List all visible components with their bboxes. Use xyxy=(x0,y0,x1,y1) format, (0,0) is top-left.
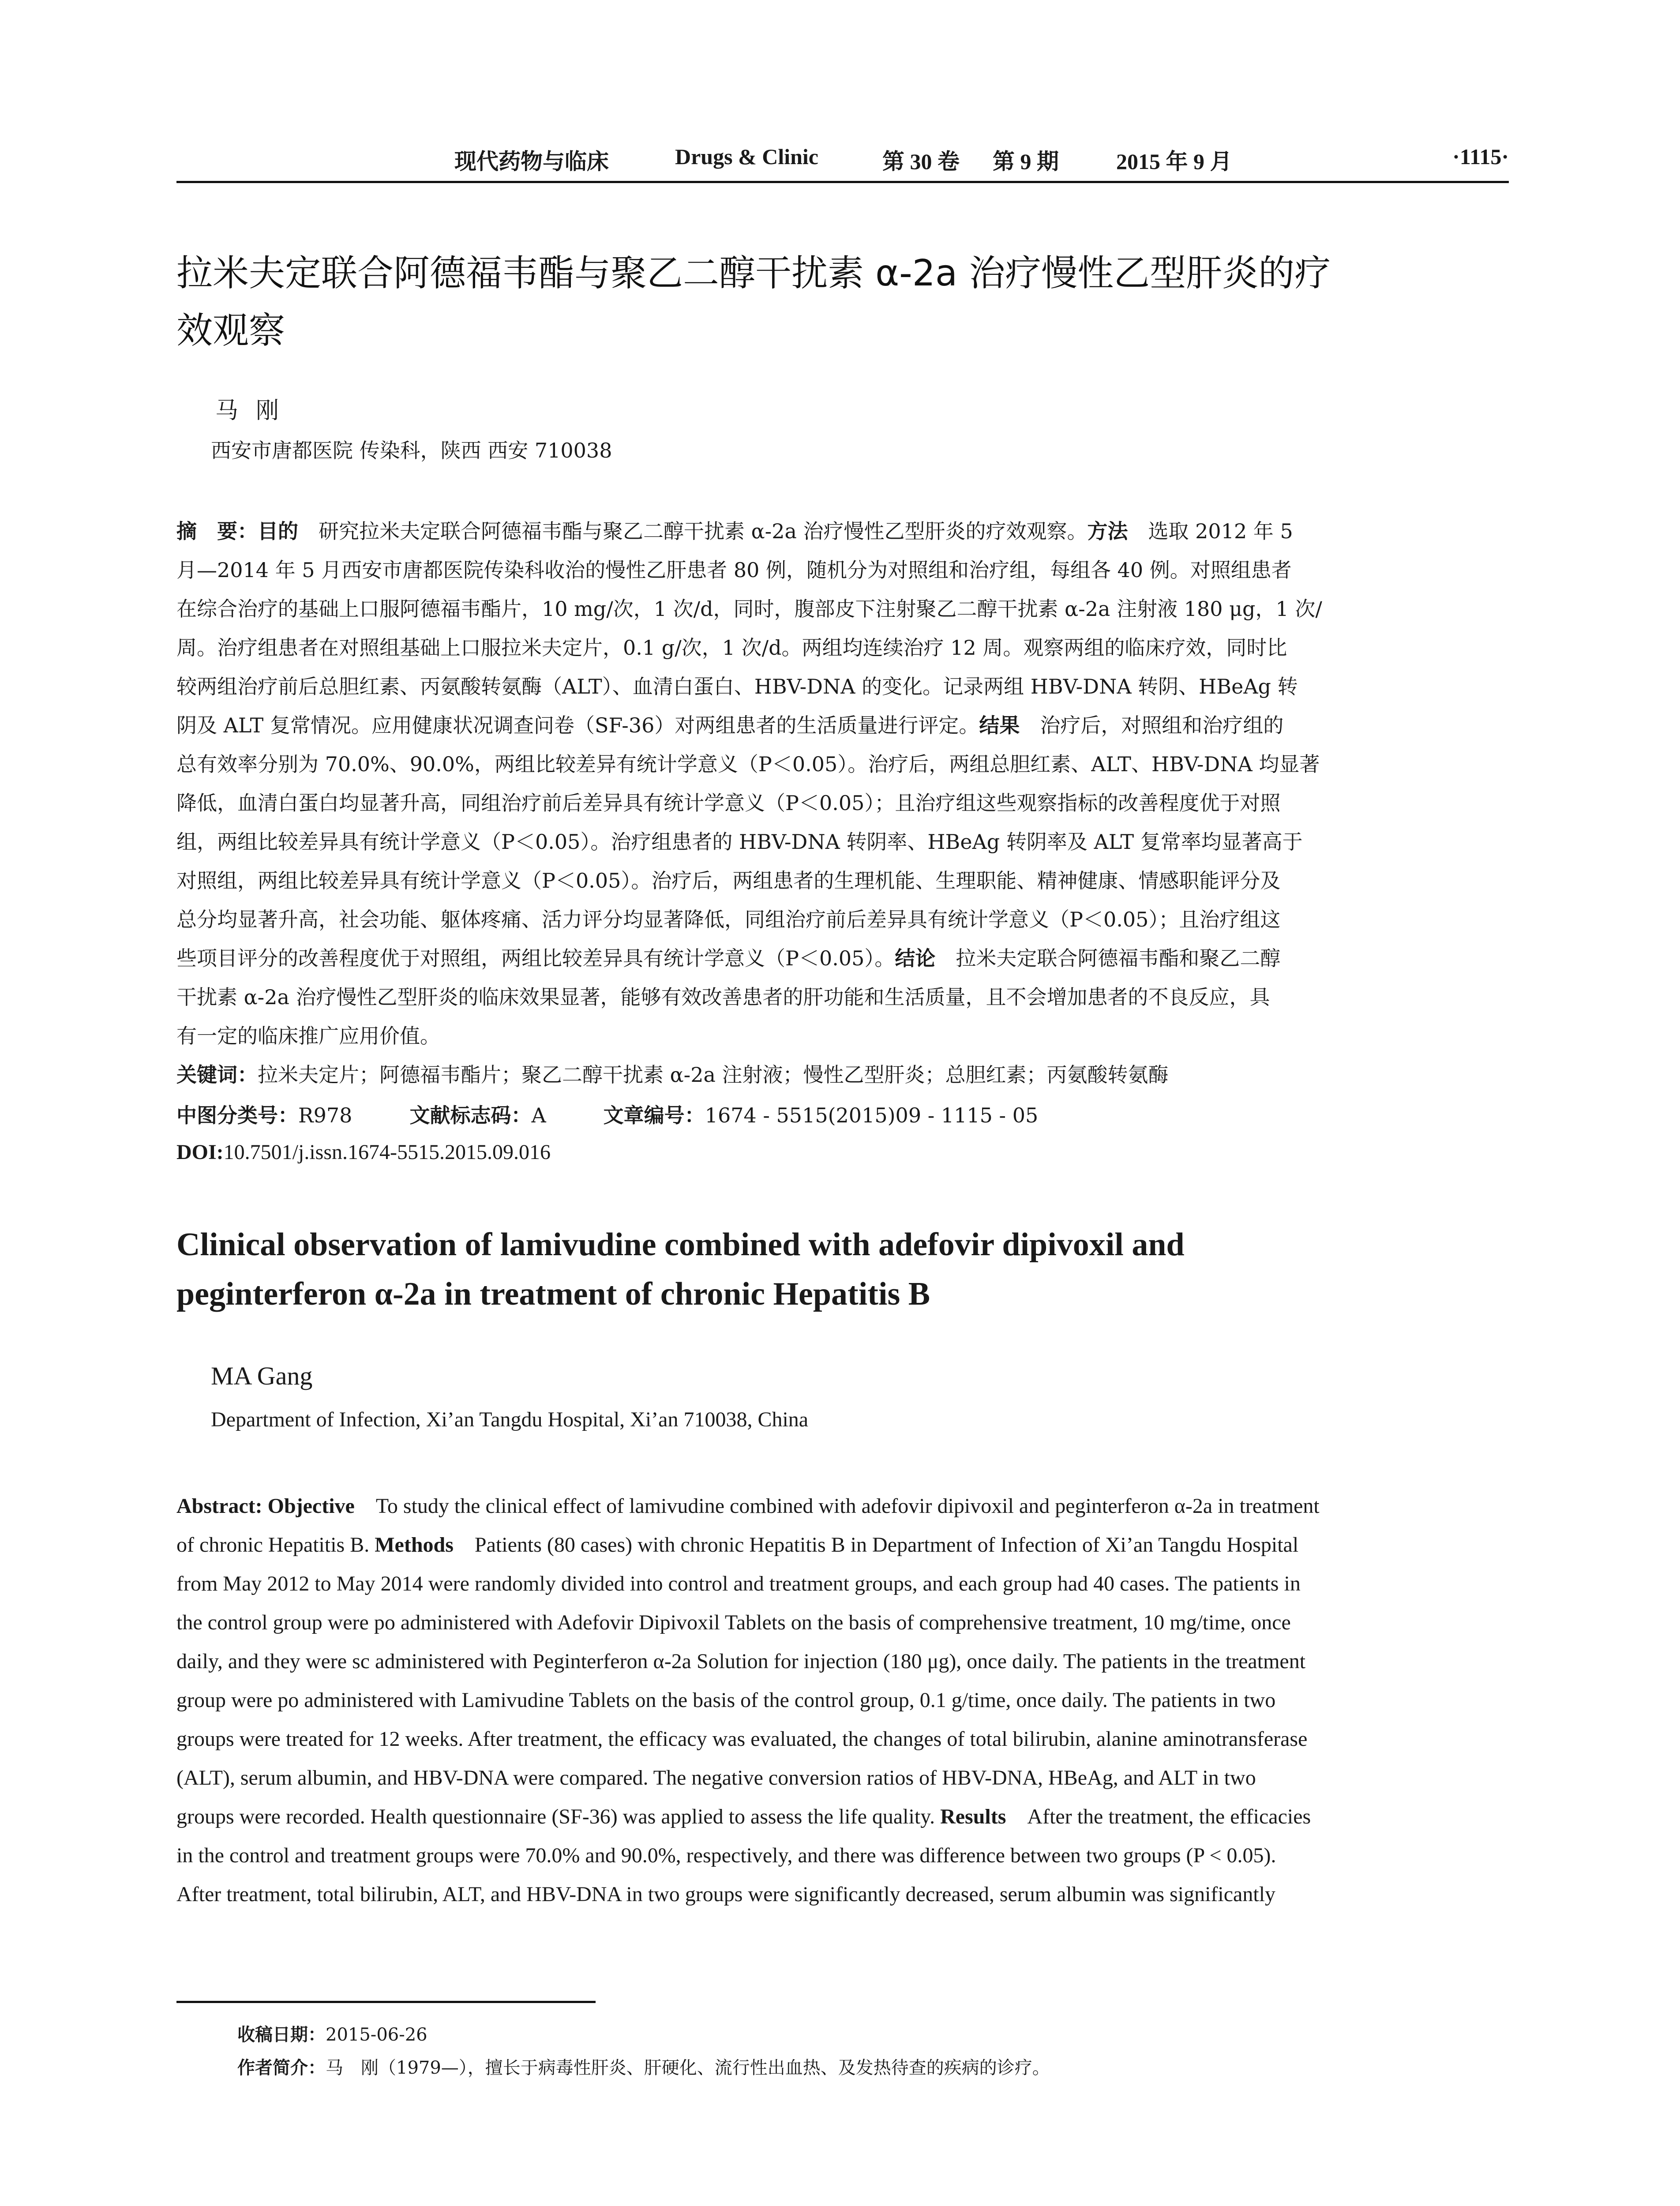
abstract-text: 研究拉米夫定联合阿德福韦酯与聚乙二醇干扰素 α-2a 治疗慢性乙型肝炎的疗效观察。 xyxy=(298,519,1088,543)
classification-row xyxy=(176,1099,1038,1129)
abstract-cn xyxy=(176,512,1509,1055)
abstract-text: After treatment, total bilirubin, ALT, and HBV-DNA in two groups were significantly decreased, serum albumin was significantly xyxy=(176,1883,1276,1906)
doi-label: DOI: xyxy=(176,1141,224,1164)
abstract-text: 总有效率分别为 70.0%、90.0%，两组比较差异有统计学意义（P＜0.05）。治疗后，两组总胆红素、ALT、HBV-DNA 均显著 xyxy=(176,752,1320,776)
abstract-text: group were po administered with Lamivudine Tablets on the basis of the control group, 0.1 g/time, once daily. The patients in two xyxy=(176,1688,1276,1712)
keywords-label: 关键词： xyxy=(176,1063,258,1087)
abstract-text: 选取 2012 年 5 xyxy=(1128,519,1293,543)
abstract-text: 拉米夫定联合阿德福韦酯和聚乙二醇 xyxy=(935,946,1281,970)
keywords-cn xyxy=(176,1059,1169,1088)
abstract-line xyxy=(176,551,1509,589)
abstract-line xyxy=(176,589,1509,628)
doc-code-label: 文献标志码： xyxy=(409,1103,532,1127)
volume: 第 30 卷 xyxy=(882,149,960,174)
abstract-line xyxy=(176,667,1509,706)
section-label: Abstract: Objective xyxy=(176,1494,355,1518)
abstract-text: 周。治疗组患者在对照组基础上口服拉米夫定片，0.1 g/次，1 次/d。两组均连续治疗 12 周。观察两组的临床疗效，同时比 xyxy=(176,636,1287,660)
title-en xyxy=(176,1220,1544,1319)
title-cn-line: 效观察 xyxy=(176,310,285,352)
doc-code-value: A xyxy=(531,1103,546,1127)
abstract-text: 月—2014 年 5 月西安市唐都医院传染科收治的慢性乙肝患者 80 例，随机分为对照组和治疗组，每组各 40 例。对照组患者 xyxy=(176,558,1292,582)
abstract-text: 治疗后，对照组和治疗组的 xyxy=(1020,713,1284,737)
abstract-text: 在综合治疗的基础上口服阿德福韦酯片，10 mg/次，1 次/d，同时，腹部皮下注射聚乙二醇干扰素 α-2a 注射液 180 μg，1 次/ xyxy=(176,597,1322,621)
doi-value: 10.7501/j.issn.1674-5515.2015.09.016 xyxy=(223,1141,551,1164)
abstract-line xyxy=(176,784,1509,822)
abstract-text: from May 2012 to May 2014 were randomly divided into control and treatment groups, and each group had 40 cases. The patients in xyxy=(176,1572,1301,1595)
abstract-text: groups were treated for 12 weeks. After treatment, the efficacy was evaluated, the changes of total bilirubin, alanine aminotransferase xyxy=(176,1727,1308,1751)
abstract-line xyxy=(176,1487,1509,1526)
abstract-text: After the treatment, the efficacies xyxy=(1006,1805,1311,1828)
abstract-line xyxy=(176,745,1509,784)
abstract-text: Patients (80 cases) with chronic Hepatitis B in Department of Infection of Xi’an Tangdu Hospital xyxy=(453,1533,1299,1557)
author-cn: 马刚 xyxy=(215,398,297,424)
abstract-text: 组，两组比较差异具有统计学意义（P＜0.05）。治疗组患者的 HBV-DNA 转阴率、HBeAg 转阴率及 ALT 复常率均显著高于 xyxy=(176,830,1303,854)
issue: 第 9 期 xyxy=(993,149,1059,174)
abstract-line xyxy=(176,1526,1509,1564)
abstract-text: (ALT), serum albumin, and HBV-DNA were compared. The negative conversion ratios of HBV-DNA, HBeAg, and ALT in two xyxy=(176,1766,1256,1790)
abstract-line xyxy=(176,1875,1509,1914)
article-no-label: 文章编号： xyxy=(603,1103,705,1127)
clc-value: R978 xyxy=(298,1103,352,1127)
abstract-line xyxy=(176,978,1509,1017)
abstract-line xyxy=(176,1681,1509,1720)
section-label: Methods xyxy=(375,1533,454,1557)
title-en-line: peginterferon α-2a in treatment of chronic Hepatitis B xyxy=(176,1276,930,1312)
clc-label: 中图分类号： xyxy=(176,1103,298,1127)
issue-date: 2015 年 9 月 xyxy=(1116,149,1232,174)
abstract-text: 阴及 ALT 复常情况。应用健康状况调查问卷（SF-36）对两组患者的生活质量进行评定。 xyxy=(176,713,979,737)
abstract-en xyxy=(176,1487,1509,1914)
article-no-value: 1674 - 5515(2015)09 - 1115 - 05 xyxy=(705,1103,1039,1127)
abstract-text: 有一定的临床推广应用价值。 xyxy=(176,1024,440,1048)
abstract-line xyxy=(176,628,1509,667)
abstract-text: the control group were po administered with Adefovir Dipivoxil Tablets on the basis of comprehensive treatment, 10 mg/time, once xyxy=(176,1611,1291,1634)
abstract-line xyxy=(176,1603,1509,1642)
abstract-text: daily, and they were sc administered with Peginterferon α-2a Solution for injection (180 μg), once daily. The patients in the treatment xyxy=(176,1650,1306,1673)
abstract-line xyxy=(176,706,1509,745)
abstract-text: To study the clinical effect of lamivudine combined with adefovir dipivoxil and peginterferon α-2a in treatment xyxy=(354,1494,1320,1518)
journal-name-cn: 现代药物与临床 xyxy=(454,149,609,174)
author-en: MA Gang xyxy=(211,1362,313,1390)
page-number: ·1115· xyxy=(1452,144,1509,169)
abstract-text: 对照组，两组比较差异具有统计学意义（P＜0.05）。治疗后，两组患者的生理机能、生理职能、精神健康、情感职能评分及 xyxy=(176,869,1281,893)
section-label: Results xyxy=(940,1805,1006,1828)
footnote-author-bio xyxy=(237,2054,1050,2079)
bio-text: 马 刚（1979—），擅长于病毒性肝炎、肝硬化、流行性出血热、及发热待查的疾病的诊疗。 xyxy=(326,2058,1050,2078)
abstract-line xyxy=(176,900,1509,939)
section-label: 方法 xyxy=(1087,519,1128,543)
abstract-line xyxy=(176,1797,1509,1836)
journal-name-en: Drugs & Clinic xyxy=(675,144,818,169)
doi-row xyxy=(176,1140,551,1164)
abstract-line xyxy=(176,512,1509,551)
affiliation-cn: 西安市唐都医院 传染科，陕西 西安 710038 xyxy=(211,439,612,462)
section-label: 摘 要：目的 xyxy=(176,519,298,543)
abstract-text: in the control and treatment groups were 70.0% and 90.0%, respectively, and there was difference between two groups (P < 0.05). xyxy=(176,1844,1276,1867)
title-cn xyxy=(176,245,1509,360)
abstract-line xyxy=(176,1759,1509,1797)
abstract-text: of chronic Hepatitis B. xyxy=(176,1533,375,1557)
received-date: 2015-06-26 xyxy=(326,2025,428,2045)
footnote-received xyxy=(237,2021,428,2046)
bio-label: 作者简介： xyxy=(237,2058,326,2078)
abstract-text: groups were recorded. Health questionnaire (SF-36) was applied to assess the life quality. xyxy=(176,1805,941,1828)
title-en-line: Clinical observation of lamivudine combined with adefovir dipivoxil and xyxy=(176,1227,1185,1263)
abstract-line xyxy=(176,1564,1509,1603)
received-label: 收稿日期： xyxy=(237,2025,326,2045)
section-label: 结果 xyxy=(979,713,1020,737)
abstract-line xyxy=(176,822,1509,861)
affiliation-en: Department of Infection, Xi’an Tangdu Hospital, Xi’an 710038, China xyxy=(211,1408,809,1431)
running-header xyxy=(176,140,1509,183)
keywords-text: 拉米夫定片；阿德福韦酯片；聚乙二醇干扰素 α-2a 注射液；慢性乙型肝炎；总胆红素；丙氨酸转氨酶 xyxy=(258,1063,1169,1087)
abstract-text: 干扰素 α-2a 治疗慢性乙型肝炎的临床效果显著，能够有效改善患者的肝功能和生活质量，且不会增加患者的不良反应，具 xyxy=(176,985,1270,1009)
abstract-text: 降低，血清白蛋白均显著升高，同组治疗前后差异具有统计学意义（P＜0.05）；且治疗组这些观察指标的改善程度优于对照 xyxy=(176,791,1281,815)
abstract-text: 较两组治疗前后总胆红素、丙氨酸转氨酶（ALT）、血清白蛋白、HBV-DNA 的变化。记录两组 HBV-DNA 转阴、HBeAg 转 xyxy=(176,675,1298,698)
title-cn-line: 拉米夫定联合阿德福韦酯与聚乙二醇干扰素 α-2a 治疗慢性乙型肝炎的疗 xyxy=(176,252,1331,294)
abstract-line xyxy=(176,1836,1509,1875)
footnote-divider xyxy=(176,2001,596,2003)
abstract-text: 些项目评分的改善程度优于对照组，两组比较差异具有统计学意义（P＜0.05）。 xyxy=(176,946,895,970)
abstract-line xyxy=(176,1720,1509,1759)
abstract-line xyxy=(176,939,1509,978)
abstract-line xyxy=(176,1017,1509,1055)
section-label: 结论 xyxy=(895,946,936,970)
abstract-text: 总分均显著升高，社会功能、躯体疼痛、活力评分均显著降低，同组治疗前后差异具有统计学意义（P＜0.05）；且治疗组这 xyxy=(176,908,1281,931)
abstract-line xyxy=(176,1642,1509,1681)
abstract-line xyxy=(176,861,1509,900)
